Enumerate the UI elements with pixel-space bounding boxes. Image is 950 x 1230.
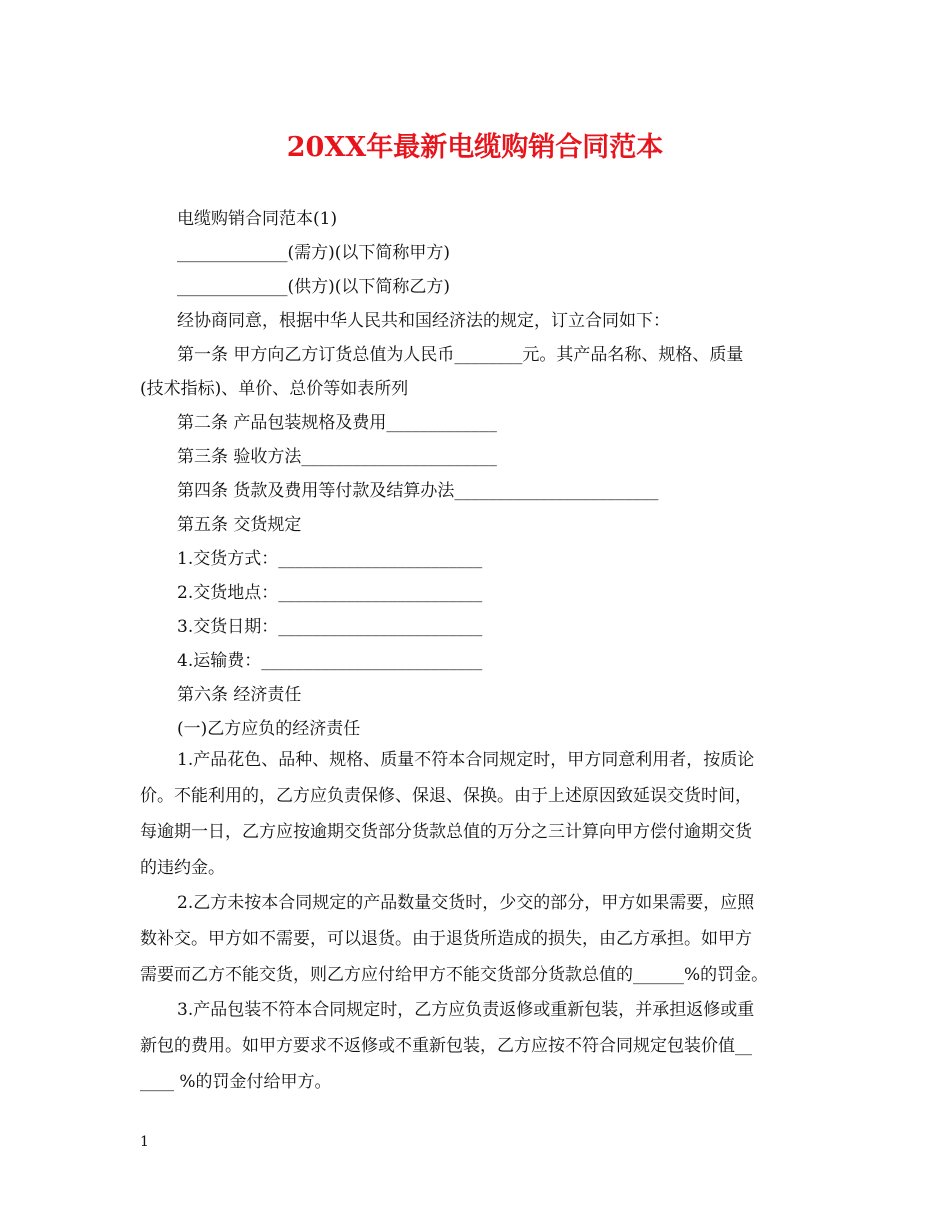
- clause-3-line-3: ____ %的罚金付给甲方。: [140, 1072, 332, 1092]
- intro-line: 经协商同意，根据中华人民共和国经济法的规定，订立合同如下：: [177, 311, 670, 331]
- article-6-line: 第六条 经济责任: [177, 685, 302, 705]
- delivery-method-line: 1.交货方式：________________________: [177, 549, 483, 569]
- shipping-fee-line: 4.运输费：__________________________: [177, 651, 483, 671]
- clause-1-line-3: 每逾期一日，乙方应按逾期交货部分货款总值的万分之三计算向甲方偿付逾期交货: [140, 822, 752, 842]
- clause-2-line-1: 2.乙方未按本合同规定的产品数量交货时，少交的部分，甲方如果需要，应照: [177, 893, 755, 913]
- article-3-line: 第三条 验收方法_______________________: [177, 447, 497, 467]
- page-number: 1: [140, 1134, 149, 1150]
- clause-2-line-2: 数补交。甲方如不需要，可以退货。由于退货所造成的损失，由乙方承担。如甲方: [140, 929, 752, 949]
- clause-3-line-2: 新包的费用。如甲方要求不返修或不重新包装，乙方应按不符合同规定包装价值__: [140, 1036, 752, 1056]
- article-1-line-2: (技术指标)、单价、总价等如表所列: [140, 379, 409, 399]
- clause-2-line-3: 需要而乙方不能交货，则乙方应付给甲方不能交货部分货款总值的______%的罚金。: [140, 965, 769, 985]
- clause-1-line-1: 1.产品花色、品种、规格、质量不符本合同规定时，甲方同意利用者，按质论: [177, 750, 755, 770]
- clause-1-line-2: 价。不能利用的，乙方应负责保修、保退、保换。由于上述原因致延误交货时间，: [140, 786, 752, 806]
- article-4-line: 第四条 货款及费用等付款及结算办法________________________: [177, 481, 659, 501]
- article-5-line: 第五条 交货规定: [177, 515, 302, 535]
- document-title: 20XX年最新电缆购销合同范本: [286, 132, 664, 163]
- party-b-line: _____________(供方)(以下简称乙方): [177, 277, 451, 297]
- clause-3-line-1: 3.产品包装不符本合同规定时，乙方应负责返修或重新包装，并承担返修或重: [177, 1000, 755, 1020]
- article-1-line-1: 第一条 甲方向乙方订货总值为人民币________元。其产品名称、规格、质量: [177, 345, 744, 365]
- delivery-date-line: 3.交货日期：________________________: [177, 617, 483, 637]
- delivery-place-line: 2.交货地点：________________________: [177, 583, 483, 603]
- section-heading-line: (一)乙方应负的经济责任: [177, 719, 361, 739]
- party-a-line: _____________(需方)(以下简称甲方): [177, 243, 451, 263]
- article-2-line: 第二条 产品包装规格及费用_____________: [177, 413, 497, 433]
- subtitle-line: 电缆购销合同范本(1): [177, 209, 338, 229]
- clause-1-line-4: 的违约金。: [140, 858, 225, 878]
